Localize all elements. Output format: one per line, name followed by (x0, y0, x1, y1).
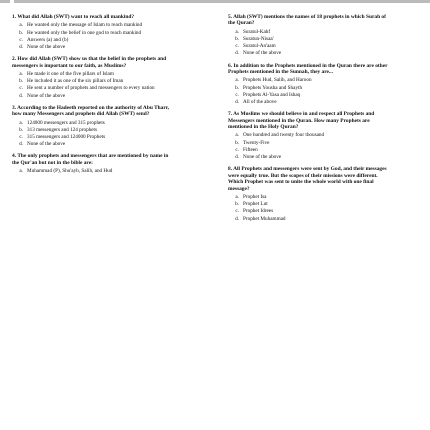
option-letter: b. (19, 78, 23, 85)
answer-option[interactable] (12, 141, 172, 147)
left-column (12, 14, 172, 180)
option-text: None of the above (27, 141, 66, 148)
option-text: Suratul-An'aam (243, 43, 276, 50)
option-letter: d. (235, 99, 239, 106)
answer-option[interactable] (228, 132, 388, 138)
option-text: Prophet Muhammad (243, 215, 286, 222)
answer-option[interactable] (12, 85, 172, 91)
question-block (12, 56, 172, 99)
option-text: He included it as one of the six pillars of Iman (27, 78, 124, 85)
option-text: Suratul-Kahf (243, 28, 271, 35)
option-letter: c. (235, 208, 239, 215)
option-letter: a. (235, 132, 239, 139)
question-text (228, 14, 388, 27)
question-number: 8. (228, 166, 233, 173)
question-block (12, 14, 172, 50)
answer-options (228, 194, 388, 222)
answer-option[interactable] (228, 208, 388, 214)
answer-option[interactable] (228, 36, 388, 42)
question-block (228, 14, 388, 57)
option-text: None of the above (243, 154, 282, 161)
question-number: 4. (12, 153, 17, 160)
answer-option[interactable] (228, 216, 388, 222)
option-text: None of the above (27, 44, 66, 51)
option-letter: c. (235, 146, 239, 153)
option-letter: b. (235, 201, 239, 208)
option-text: All of the above (243, 99, 277, 106)
question-text (12, 14, 172, 20)
option-letter: a. (235, 193, 239, 200)
answer-option[interactable] (228, 154, 388, 160)
question-prompt: As Muslims we should believe in and respect all Prophets and Messengers mentioned in the Quran. How many Prophets are mentioned in the Holy Quran? (228, 111, 375, 131)
option-text: None of the above (27, 92, 66, 99)
option-letter: d. (19, 92, 23, 99)
option-letter: c. (19, 134, 23, 141)
answer-option[interactable] (12, 93, 172, 99)
option-text: He sent a number of prophets and messengers to every nation (27, 85, 155, 92)
answer-option[interactable] (228, 194, 388, 200)
option-text: Prophet Idrees (243, 208, 274, 215)
answer-option[interactable] (228, 92, 388, 98)
top-border (0, 0, 430, 3)
question-number: 5. (228, 14, 233, 20)
option-text: Suratun-Nisaa' (243, 36, 274, 43)
question-number: 2. (12, 56, 17, 63)
option-letter: c. (19, 36, 23, 43)
answer-option[interactable] (228, 140, 388, 146)
option-letter: a. (19, 168, 23, 175)
option-letter: a. (235, 77, 239, 84)
answer-options (228, 132, 388, 160)
option-letter: d. (19, 141, 23, 148)
answer-option[interactable] (228, 147, 388, 153)
question-block (12, 105, 172, 148)
option-letter: a. (19, 71, 23, 78)
answer-options (228, 77, 388, 105)
question-number: 1. (12, 14, 17, 20)
answer-options (12, 22, 172, 50)
answer-option[interactable] (228, 85, 388, 91)
answer-options (12, 168, 172, 174)
question-prompt: How did Allah (SWT) show us that the belief in the prophets and messengers is important to our faith, as Muslims? (12, 56, 167, 69)
question-number: 6. (228, 62, 233, 69)
option-text: One hundred and twenty four thousand (243, 132, 325, 139)
option-text: He made it one of the five pillars of Islam (27, 71, 114, 78)
option-letter: d. (235, 50, 239, 57)
answer-option[interactable] (228, 99, 388, 105)
answer-option[interactable] (228, 77, 388, 83)
option-letter: c. (19, 85, 23, 92)
question-block (12, 153, 172, 174)
answer-option[interactable] (228, 201, 388, 207)
question-block (228, 111, 388, 160)
option-text: Prophets Al-Yasa and Ishaq (243, 91, 301, 98)
question-prompt: According to the Hadeeth reported on the authority of Abu Tharr, how many Messengers and prophets did Allah (SWT) send? (12, 104, 169, 118)
answer-option[interactable] (12, 134, 172, 140)
question-text (12, 105, 172, 118)
answer-option[interactable] (228, 43, 388, 49)
option-text: 313 messengers and 124 prophets (27, 126, 98, 133)
option-letter: d. (235, 215, 239, 222)
option-letter: a. (19, 119, 23, 126)
answer-option[interactable] (12, 127, 172, 133)
answer-option[interactable] (228, 50, 388, 56)
answer-option[interactable] (12, 22, 172, 28)
option-letter: b. (235, 84, 239, 91)
question-block (228, 63, 388, 106)
answer-option[interactable] (228, 29, 388, 35)
option-text: Muhammad (P), Shu'ayb, Salih, and Hud (27, 168, 113, 175)
option-text: None of the above (243, 50, 282, 57)
option-letter: d. (19, 44, 23, 51)
option-letter: d. (235, 154, 239, 161)
option-text: Answers (a) and (b) (27, 36, 69, 43)
option-text: 124000 messengers and 315 prophets (27, 119, 105, 126)
question-number: 3. (12, 104, 17, 111)
right-column (228, 14, 388, 228)
option-letter: b. (19, 29, 23, 36)
question-prompt: Allah (SWT) mentions the names of 18 prophets in which Surah of the Quran? (228, 14, 386, 27)
question-text (228, 111, 388, 130)
option-text: Fifteen (243, 146, 258, 153)
option-letter: a. (19, 22, 23, 29)
option-letter: c. (235, 91, 239, 98)
answer-options (12, 120, 172, 148)
option-letter: b. (235, 139, 239, 146)
answer-option[interactable] (12, 120, 172, 126)
option-text: Prophets Yousha and Shayth (243, 84, 303, 91)
question-text (228, 63, 388, 76)
option-text: Twenty-Five (243, 139, 270, 146)
option-text: 315 messengers and 124000 Prophets (27, 134, 106, 141)
answer-option[interactable] (12, 71, 172, 77)
answer-option[interactable] (12, 30, 172, 36)
question-prompt: In addition to the Prophets mentioned in the Quran there are other Prophets mentioned in the Sunnah, they are... (228, 62, 388, 76)
answer-option[interactable] (12, 44, 172, 50)
answer-options (228, 29, 388, 57)
option-letter: b. (235, 36, 239, 43)
question-text (12, 56, 172, 69)
question-prompt: What did Allah (SWT) want to reach all mankind? (17, 14, 135, 20)
question-text (228, 166, 388, 192)
option-letter: a. (235, 28, 239, 35)
option-text: He wanted only the belief in one god to reach mankind (27, 29, 142, 36)
answer-option[interactable] (12, 37, 172, 43)
answer-options (12, 71, 172, 99)
answer-option[interactable] (12, 168, 172, 174)
question-number: 7. (228, 111, 233, 118)
option-text: He wanted only the message of Islam to reach mankind (27, 22, 143, 29)
option-letter: c. (235, 43, 239, 50)
question-text (12, 153, 172, 166)
question-block (228, 166, 388, 221)
question-prompt: All Prophets and messengers were sent by God, and their messages were equally true. But the scopes of their missions were different. Which Prophet was sent to unite the whole world with one final message? (228, 166, 387, 192)
option-text: Prophet Isa (243, 193, 267, 200)
answer-option[interactable] (12, 78, 172, 84)
question-prompt: The only prophets and messengers that are mentioned by name in the Qur'an but not in the bible are: (12, 153, 169, 166)
option-text: Prophets Hud, Salih, and Haroon (243, 77, 312, 84)
option-text: Prophet Lut (243, 201, 268, 208)
option-letter: b. (19, 126, 23, 133)
